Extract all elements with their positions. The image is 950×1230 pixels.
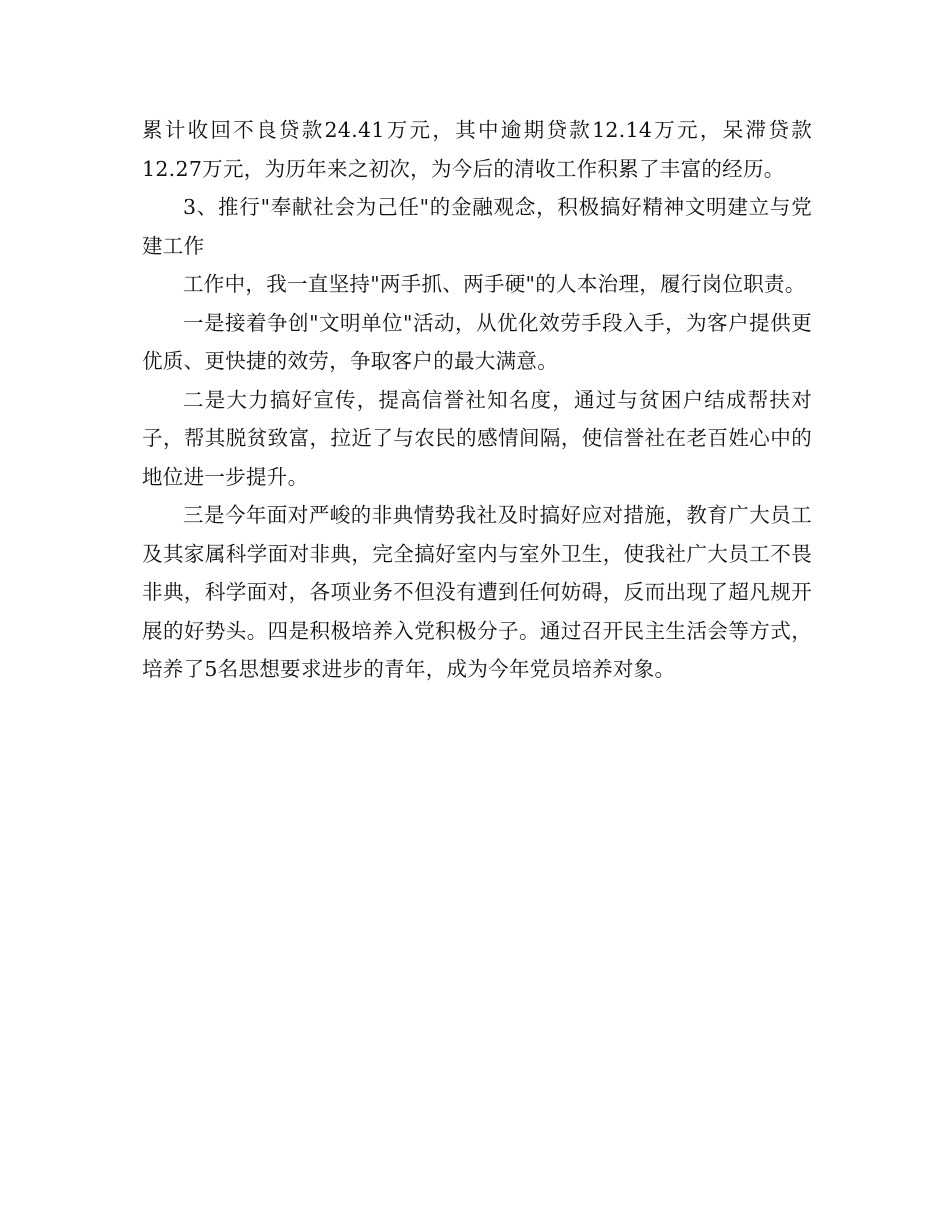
- paragraph-section-3-heading: 3、推行"奉献社会为己任"的金融观念，积极搞好精神文明建立与党建工作: [142, 195, 812, 258]
- paragraph-point-one: 一是接着争创"文明单位"活动，从优化效劳手段入手，为客户提供更优质、更快捷的效劳，争取客户的最大满意。: [142, 310, 812, 373]
- paragraph-loan-recovery: 累计收回不良贷款24.41万元，其中逾期贷款12.14万元，呆滞贷款12.27万元，为历年来之初次，为今后的清收工作积累了丰富的经历。: [142, 118, 812, 181]
- paragraph-point-two: 二是大力搞好宣传，提高信誉社知名度，通过与贫困户结成帮扶对子，帮其脱贫致富，拉近了与农民的感情间隔，使信誉社在老百姓心中的地位进一步提升。: [142, 387, 812, 489]
- paragraph-point-three-four: 三是今年面对严峻的非典情势我社及时搞好应对措施，教育广大员工及其家属科学面对非典，完全搞好室内与室外卫生，使我社广大员工不畏非典，科学面对，各项业务不但没有遭到任何妨碍，反而出现了超凡规开展的好势头。四是积极培养入党积极分子。通过召开民主生活会等方式，培养了5名思想要求进步的青年，成为今年党员培养对象。: [142, 503, 812, 681]
- paragraph-work-principle: 工作中，我一直坚持"两手抓、两手硬"的人本治理，履行岗位职责。: [183, 272, 806, 296]
- document-body: [142, 111, 812, 689]
